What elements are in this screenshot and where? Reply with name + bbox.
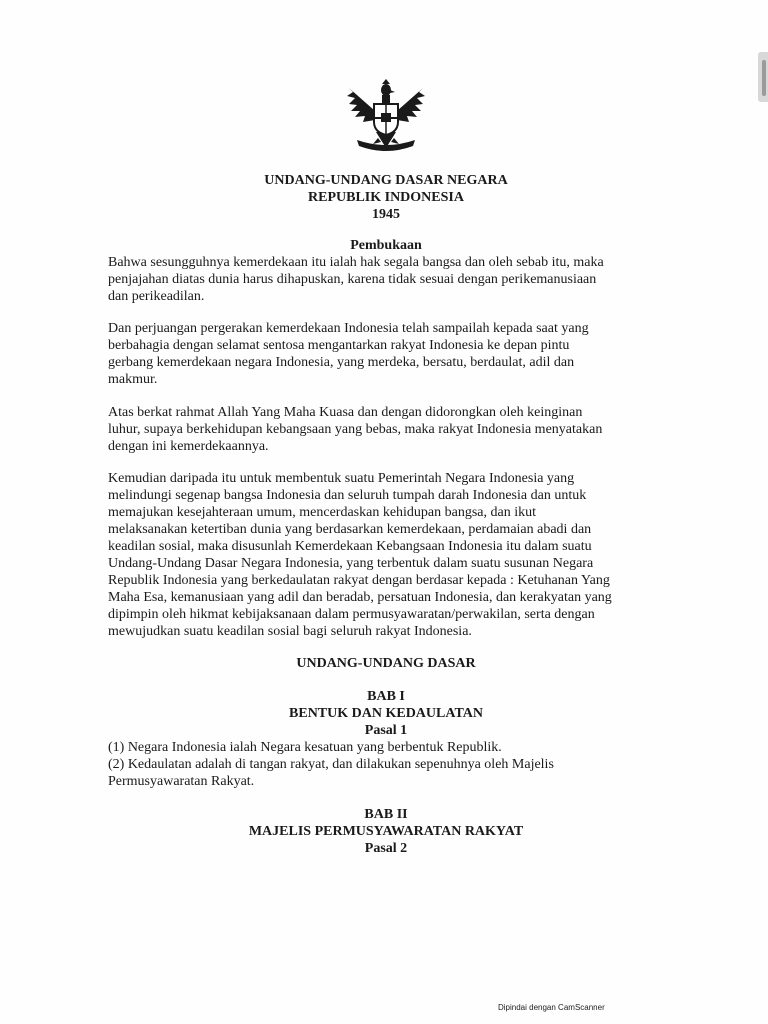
preamble-paragraph-2 — [108, 320, 664, 388]
title-line-3: 1945 — [372, 207, 400, 222]
clause-line: (1) Negara Indonesia ialah Negara kesatuan yang berbentuk Republik. — [108, 740, 502, 755]
paragraph-line: melindungi segenap bangsa Indonesia dan seluruh tumpah darah Indonesia dan untuk — [108, 488, 587, 503]
bab-1-label: BAB I — [367, 689, 405, 704]
clause-line: (2) Kedaulatan adalah di tangan rakyat, dan dilakukan sepenuhnya oleh Majelis — [108, 757, 554, 772]
paragraph-line: dan perikeadilan. — [108, 289, 205, 304]
preamble-paragraph-3 — [108, 404, 664, 455]
constitution-heading: UNDANG-UNDANG DASAR — [296, 656, 476, 671]
pasal-1-label: Pasal 1 — [364, 723, 408, 738]
paragraph-line: Dan perjuangan pergerakan kemerdekaan Indonesia telah sampailah kepada saat yang — [108, 321, 589, 336]
bab-2-heading — [108, 806, 664, 857]
pasal-1-clauses — [108, 739, 664, 790]
paragraph-line: Republik Indonesia yang berkedaulatan rakyat dengan berdasar kepada : Ketuhanan Yang — [108, 573, 610, 588]
pasal-2-label: Pasal 2 — [364, 841, 408, 856]
preamble-paragraph-4 — [108, 470, 664, 640]
preamble-heading: Pembukaan — [350, 238, 422, 253]
paragraph-line: Bahwa sesungguhnya kemerdekaan itu ialah hak segala bangsa dan oleh sebab itu, maka — [108, 255, 604, 270]
paragraph-line: Atas berkat rahmat Allah Yang Maha Kuasa dan dengan didorongkan oleh keinginan — [108, 405, 583, 420]
paragraph-line: memajukan kesejahteraan umum, mencerdaskan kehidupan bangsa, dan ikut — [108, 505, 537, 520]
garuda-emblem-icon — [343, 78, 429, 154]
title-line-1: UNDANG-UNDANG DASAR NEGARA — [264, 173, 508, 188]
preamble-paragraph-1 — [108, 254, 664, 305]
paragraph-line: Undang-Undang Dasar Negara Indonesia, yang terbentuk dalam suatu susunan Negara — [108, 556, 594, 571]
paragraph-line: melaksanakan ketertiban dunia yang berdasarkan kemerdekaan, perdamaian abadi dan — [108, 522, 592, 537]
paragraph-line: Maha Esa, kemanusiaan yang adil dan beradab, persatuan Indonesia, dan kerakyatan yang — [108, 590, 612, 605]
paragraph-line: keadilan sosial, maka disusunlah Kemerdekaan Kebangsaan Indonesia itu dalam suatu — [108, 539, 592, 554]
scanner-footer-note: Dipindai dengan CamScanner — [498, 1003, 605, 1012]
bab-1-heading — [108, 688, 664, 739]
paragraph-line: gerbang kemerdekaan negara Indonesia, yang merdeka, bersatu, berdaulat, adil dan — [108, 355, 575, 370]
paragraph-line: dengan ini kemerdekaannya. — [108, 439, 269, 454]
bab-2-title: MAJELIS PERMUSYAWARATAN RAKYAT — [248, 824, 524, 839]
bab-1-title: BENTUK DAN KEDAULATAN — [289, 706, 483, 721]
scrollbar[interactable] — [758, 52, 768, 102]
paragraph-line: Kemudian daripada itu untuk membentuk suatu Pemerintah Negara Indonesia yang — [108, 471, 575, 486]
bab-2-label: BAB II — [364, 807, 408, 822]
paragraph-line: luhur, supaya berkehidupan kebangsaan yang bebas, maka rakyat Indonesia menyatakan — [108, 422, 603, 437]
paragraph-line: mewujudkan suatu keadilan sosial bagi seluruh rakyat Indonesia. — [108, 624, 472, 639]
clause-line: Permusyawaratan Rakyat. — [108, 774, 255, 789]
document-title — [108, 172, 664, 223]
paragraph-line: berbahagia dengan selamat sentosa mengantarkan rakyat Indonesia ke depan pintu — [108, 338, 570, 353]
paragraph-line: makmur. — [108, 372, 158, 387]
paragraph-line: penjajahan diatas dunia harus dihapuskan, karena tidak sesuai dengan perikemanusiaan — [108, 272, 597, 287]
title-line-2: REPUBLIK INDONESIA — [308, 190, 464, 205]
paragraph-line: dipimpin oleh hikmat kebijaksanaan dalam permusyawaratan/perwakilan, serta dengan — [108, 607, 595, 622]
